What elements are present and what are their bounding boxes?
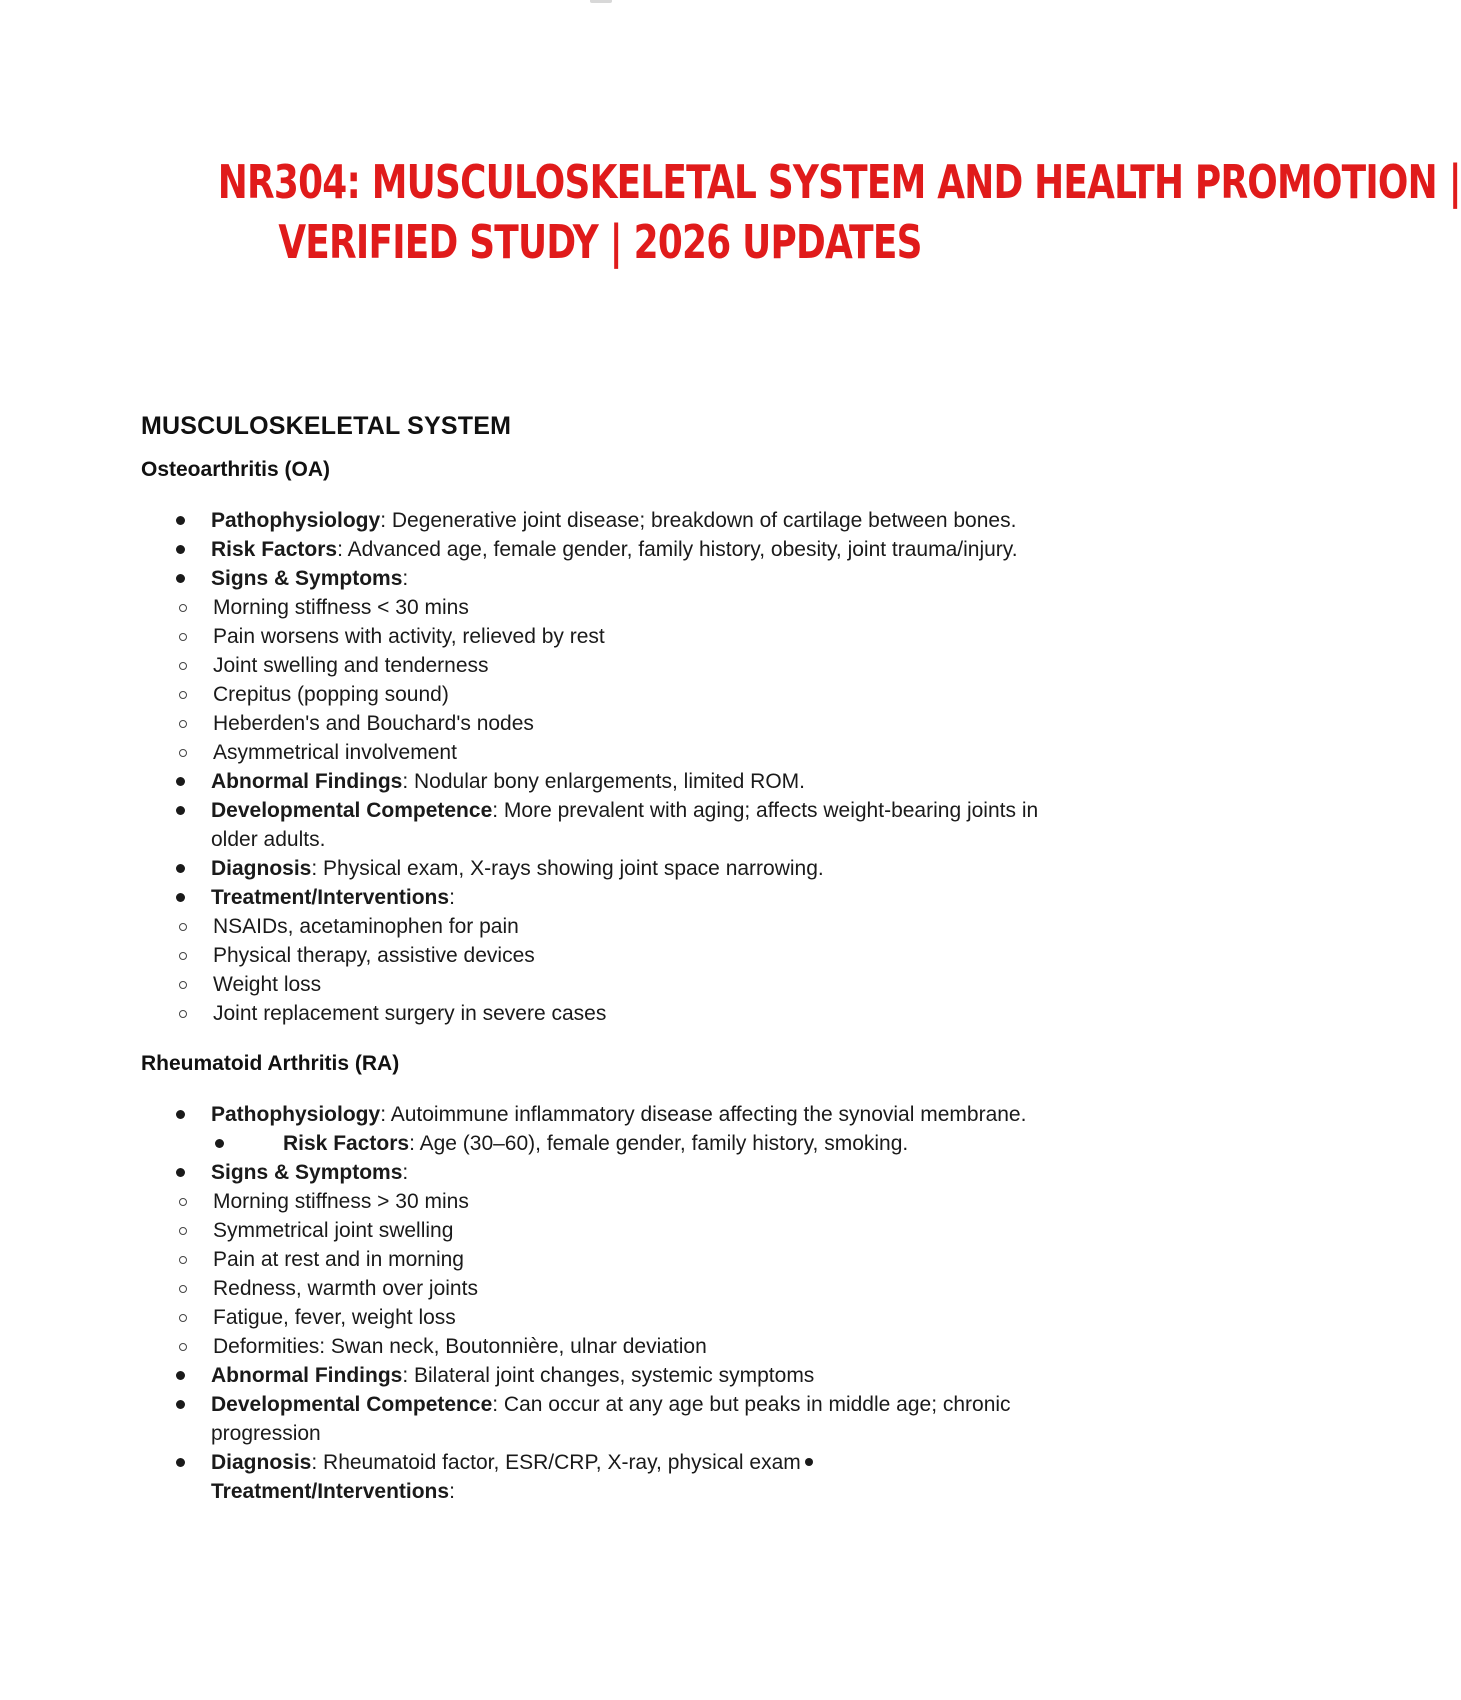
ra-heading: Rheumatoid Arthritis (RA) xyxy=(141,1052,400,1075)
sub-item-text: Physical therapy, assistive devices xyxy=(213,944,535,967)
sub-list-item xyxy=(141,1245,1081,1274)
sub-item-text: Pain at rest and in morning xyxy=(213,1248,464,1271)
item-term: Abnormal Findings xyxy=(211,1364,403,1387)
sub-item-text: Symmetrical joint swelling xyxy=(213,1219,454,1242)
sub-list-item xyxy=(141,941,1081,970)
sub-list-item xyxy=(141,1187,1081,1216)
bullet-icon xyxy=(176,545,185,554)
bullet-icon xyxy=(176,864,185,873)
item-text: : Bilateral joint changes, systemic symptoms xyxy=(402,1364,815,1387)
item-text: : xyxy=(402,1161,409,1184)
item-text: : Can occur at any age but peaks in middle age; chronic progression xyxy=(211,1393,1011,1445)
sub-list-item xyxy=(141,651,1081,680)
item-text: : Rheumatoid factor, ESR/CRP, X-ray, physical exam xyxy=(311,1451,801,1474)
oa-heading: Osteoarthritis (OA) xyxy=(141,458,331,481)
circle-bullet-icon xyxy=(179,1314,187,1322)
sub-list-item xyxy=(141,999,1081,1028)
bullet-icon xyxy=(176,1371,185,1380)
circle-bullet-icon xyxy=(179,1010,187,1018)
bullet-icon xyxy=(176,1458,185,1467)
sub-item-text: Fatigue, fever, weight loss xyxy=(213,1306,456,1329)
sub-list-item xyxy=(141,912,1081,941)
item-term: Diagnosis xyxy=(211,1451,312,1474)
item-text: : xyxy=(449,886,455,909)
document-body xyxy=(141,410,1081,1506)
oa-list-continued xyxy=(141,767,1081,912)
circle-bullet-icon xyxy=(179,691,187,699)
list-item xyxy=(141,796,1081,854)
sub-item-text: Crepitus (popping sound) xyxy=(213,683,449,706)
bullet-icon xyxy=(176,516,185,525)
sub-list-item xyxy=(141,622,1081,651)
item-term: Pathophysiology xyxy=(211,1103,381,1126)
list-item xyxy=(141,1129,1081,1158)
item-text: : Age (30–60), female gender, family history, smoking. xyxy=(409,1132,909,1155)
list-item xyxy=(141,564,1081,593)
circle-bullet-icon xyxy=(179,981,187,989)
sub-list-item xyxy=(141,1274,1081,1303)
item-term: Risk Factors xyxy=(283,1132,410,1155)
ra-signs-list xyxy=(141,1187,1081,1361)
item-term: Treatment/Interventions xyxy=(211,886,450,909)
bullet-icon xyxy=(176,1168,185,1177)
circle-bullet-icon xyxy=(179,1343,187,1351)
inline-bullet-icon xyxy=(805,1458,813,1466)
circle-bullet-icon xyxy=(179,749,187,757)
item-term: Pathophysiology xyxy=(211,509,381,532)
item-term: Diagnosis xyxy=(211,857,312,880)
sub-list-item xyxy=(141,680,1081,709)
circle-bullet-icon xyxy=(179,1198,187,1206)
item-text: : Advanced age, female gender, family history, obesity, joint trauma/injury. xyxy=(337,538,1018,561)
sub-item-text: Morning stiffness > 30 mins xyxy=(213,1190,469,1213)
circle-bullet-icon xyxy=(179,952,187,960)
page-top-marker xyxy=(590,0,612,3)
sub-item-text: Heberden's and Bouchard's nodes xyxy=(213,712,534,735)
list-item xyxy=(141,1448,1081,1506)
list-item xyxy=(141,1100,1081,1129)
item-term: Signs & Symptoms xyxy=(211,567,403,590)
sub-item-text: Joint replacement surgery in severe cases xyxy=(213,1002,607,1025)
item-term: Risk Factors xyxy=(211,538,338,561)
sub-item-text: Morning stiffness < 30 mins xyxy=(213,596,469,619)
item-text: : Degenerative joint disease; breakdown of cartilage between bones. xyxy=(380,509,1017,532)
list-item xyxy=(141,854,1081,883)
item-text: : xyxy=(449,1480,455,1503)
sub-item-text: Joint swelling and tenderness xyxy=(213,654,489,677)
item-term: Treatment/Interventions xyxy=(211,1480,450,1503)
item-text: : Physical exam, X-rays showing joint space narrowing. xyxy=(311,857,824,880)
oa-list xyxy=(141,506,1081,593)
sub-list-item xyxy=(141,593,1081,622)
sub-item-text: Asymmetrical involvement xyxy=(213,741,457,764)
bullet-icon xyxy=(215,1139,224,1148)
sub-item-text: NSAIDs, acetaminophen for pain xyxy=(213,915,519,938)
sub-item-text: Pain worsens with activity, relieved by rest xyxy=(213,625,605,648)
circle-bullet-icon xyxy=(179,662,187,670)
document-title-line-1: NR304: MUSCULOSKELETAL SYSTEM AND HEALTH PROMOTION | xyxy=(217,155,1461,209)
list-item xyxy=(141,1390,1081,1448)
circle-bullet-icon xyxy=(179,923,187,931)
item-text: : Autoimmune inflammatory disease affecting the synovial membrane. xyxy=(380,1103,1027,1126)
circle-bullet-icon xyxy=(179,633,187,641)
sub-list-item xyxy=(141,738,1081,767)
document-title xyxy=(217,152,1461,272)
list-item xyxy=(141,883,1081,912)
section-heading: MUSCULOSKELETAL SYSTEM xyxy=(141,412,512,440)
item-text: : xyxy=(402,567,409,590)
list-item xyxy=(141,1158,1081,1187)
bullet-icon xyxy=(176,893,185,902)
item-term: Signs & Symptoms xyxy=(211,1161,403,1184)
sub-item-text: Weight loss xyxy=(213,973,322,996)
sub-list-item xyxy=(141,970,1081,999)
item-term: Abnormal Findings xyxy=(211,770,403,793)
ra-list xyxy=(141,1100,1081,1187)
bullet-icon xyxy=(176,1110,185,1119)
list-item xyxy=(141,506,1081,535)
circle-bullet-icon xyxy=(179,1256,187,1264)
list-item xyxy=(141,767,1081,796)
item-text: : More prevalent with aging; affects weight-bearing joints in older adults. xyxy=(211,799,1039,851)
oa-signs-list xyxy=(141,593,1081,767)
bullet-icon xyxy=(176,574,185,583)
sub-list-item xyxy=(141,709,1081,738)
bullet-icon xyxy=(176,1400,185,1409)
item-text: : Nodular bony enlargements, limited ROM. xyxy=(402,770,805,793)
sub-item-text: Deformities: Swan neck, Boutonnière, ulnar deviation xyxy=(213,1335,707,1358)
item-term: Developmental Competence xyxy=(211,799,493,822)
list-item xyxy=(141,1361,1081,1390)
oa-treatments-list xyxy=(141,912,1081,1028)
sub-list-item xyxy=(141,1303,1081,1332)
circle-bullet-icon xyxy=(179,604,187,612)
sub-list-item xyxy=(141,1332,1081,1361)
sub-list-item xyxy=(141,1216,1081,1245)
sub-item-text: Redness, warmth over joints xyxy=(213,1277,478,1300)
circle-bullet-icon xyxy=(179,720,187,728)
ra-list-continued xyxy=(141,1361,1081,1506)
list-item xyxy=(141,535,1081,564)
document-title-line-2: VERIFIED STUDY | 2026 UPDATES xyxy=(278,215,922,269)
item-term: Developmental Competence xyxy=(211,1393,493,1416)
circle-bullet-icon xyxy=(179,1227,187,1235)
bullet-icon xyxy=(176,777,185,786)
bullet-icon xyxy=(176,806,185,815)
circle-bullet-icon xyxy=(179,1285,187,1293)
